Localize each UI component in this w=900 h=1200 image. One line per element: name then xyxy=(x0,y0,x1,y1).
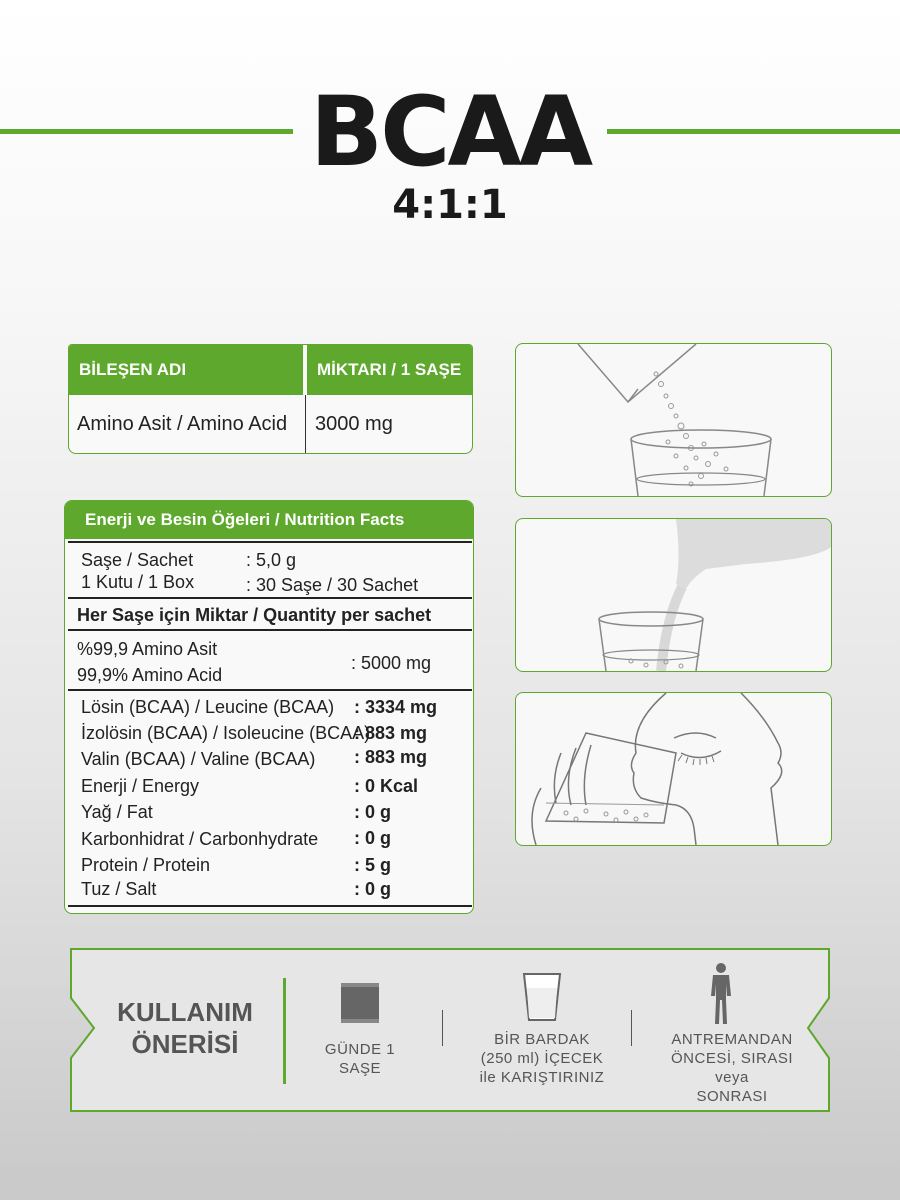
sachet-pour-icon xyxy=(516,344,831,496)
nutrient-label: Valin (BCAA) / Valine (BCAA) xyxy=(81,749,316,769)
ingredient-column-divider xyxy=(305,395,306,453)
nutrition-rule xyxy=(68,541,472,543)
nutrition-facts-title: Enerji ve Besin Öğeleri / Nutrition Facts xyxy=(65,501,473,539)
illustration-drinking xyxy=(515,692,832,846)
usage-separator xyxy=(631,1010,632,1046)
sachet-icon xyxy=(340,982,380,1024)
bottle-pour-icon xyxy=(516,519,831,671)
amino-value: : 5000 mg xyxy=(351,653,432,673)
box-label: 1 Kutu / 1 Box xyxy=(81,572,195,592)
nutrient-value: : 883 mg xyxy=(354,747,428,767)
ingredient-amount-header: MİKTARI / 1 SAŞE xyxy=(307,345,472,395)
nutrition-rule xyxy=(68,629,472,631)
usage-step2-line1: BİR BARDAK xyxy=(494,1031,590,1048)
illustration-pour-liquid xyxy=(515,518,832,672)
nutrient-value: : 883 mg xyxy=(354,723,428,743)
sachet-label: Saşe / Sachet xyxy=(81,550,194,570)
usage-step2-line3: ile KARIŞTIRINIZ xyxy=(479,1069,605,1086)
illustration-pour-powder xyxy=(515,343,832,497)
usage-step3-line3: SONRASI xyxy=(696,1088,768,1105)
ingredient-name-cell: Amino Asit / Amino Acid xyxy=(77,413,288,435)
drinking-person-icon xyxy=(516,693,831,845)
product-title: BCAA xyxy=(309,76,591,188)
glass-icon xyxy=(522,972,562,1022)
nutrient-label: Enerji / Energy xyxy=(81,776,200,796)
usage-step3-line1: ANTREMANDAN xyxy=(671,1031,793,1048)
ingredient-table xyxy=(68,344,473,454)
header-line-right xyxy=(607,129,900,134)
usage-step1-text xyxy=(310,1040,410,1078)
nutrient-value: : 0 Kcal xyxy=(354,776,419,796)
usage-step2-line2: (250 ml) İÇECEK xyxy=(480,1050,604,1067)
per-sachet-heading: Her Saşe için Miktar / Quantity per sachet xyxy=(77,605,432,625)
ingredient-amount-cell: 3000 mg xyxy=(315,413,393,435)
usage-step1-line1: GÜNDE 1 xyxy=(324,1041,396,1058)
box-value: : 30 Saşe / 30 Sachet xyxy=(246,575,419,595)
athlete-icon xyxy=(708,962,734,1026)
usage-separator xyxy=(442,1010,443,1046)
ingredient-name-header: BİLEŞEN ADI xyxy=(69,345,303,395)
amino-label-tr: %99,9 Amino Asit xyxy=(77,639,218,659)
usage-step1-line2: SAŞE xyxy=(338,1060,382,1077)
nutrient-label: Tuz / Salt xyxy=(81,879,157,899)
usage-step3-text xyxy=(652,1030,812,1106)
amino-label-en: 99,9% Amino Acid xyxy=(77,665,223,685)
usage-step2-text xyxy=(462,1030,622,1087)
nutrition-rule xyxy=(68,905,472,907)
nutrient-label: Lösin (BCAA) / Leucine (BCAA) xyxy=(81,697,335,717)
nutrition-rule xyxy=(68,689,472,691)
nutrition-facts-panel xyxy=(64,500,474,914)
usage-title-line1: KULLANIM xyxy=(117,997,253,1027)
usage-step3-line2: ÖNCESİ, SIRASI veya xyxy=(670,1050,794,1086)
usage-recommendation-box xyxy=(70,948,830,1112)
nutrient-value: : 5 g xyxy=(354,855,392,875)
nutrient-value: : 0 g xyxy=(354,802,392,822)
nutrient-label: Protein / Protein xyxy=(81,855,211,875)
nutrient-label: Karbonhidrat / Carbonhydrate xyxy=(81,829,319,849)
usage-title-line2: ÖNERİSİ xyxy=(131,1029,239,1059)
nutrition-rule xyxy=(68,597,472,599)
nutrient-value: : 0 g xyxy=(354,828,392,848)
product-ratio: 4:1:1 xyxy=(392,182,508,228)
sachet-value: : 5,0 g xyxy=(246,550,297,570)
nutrient-value: : 3334 mg xyxy=(354,697,438,717)
header-line-left xyxy=(0,129,293,134)
nutrient-label: İzolösin (BCAA) / Isoleucine (BCAA) xyxy=(81,723,371,743)
nutrient-label: Yağ / Fat xyxy=(81,802,153,822)
usage-green-divider xyxy=(283,978,286,1084)
nutrient-value: : 0 g xyxy=(354,879,392,899)
usage-title xyxy=(110,996,260,1060)
